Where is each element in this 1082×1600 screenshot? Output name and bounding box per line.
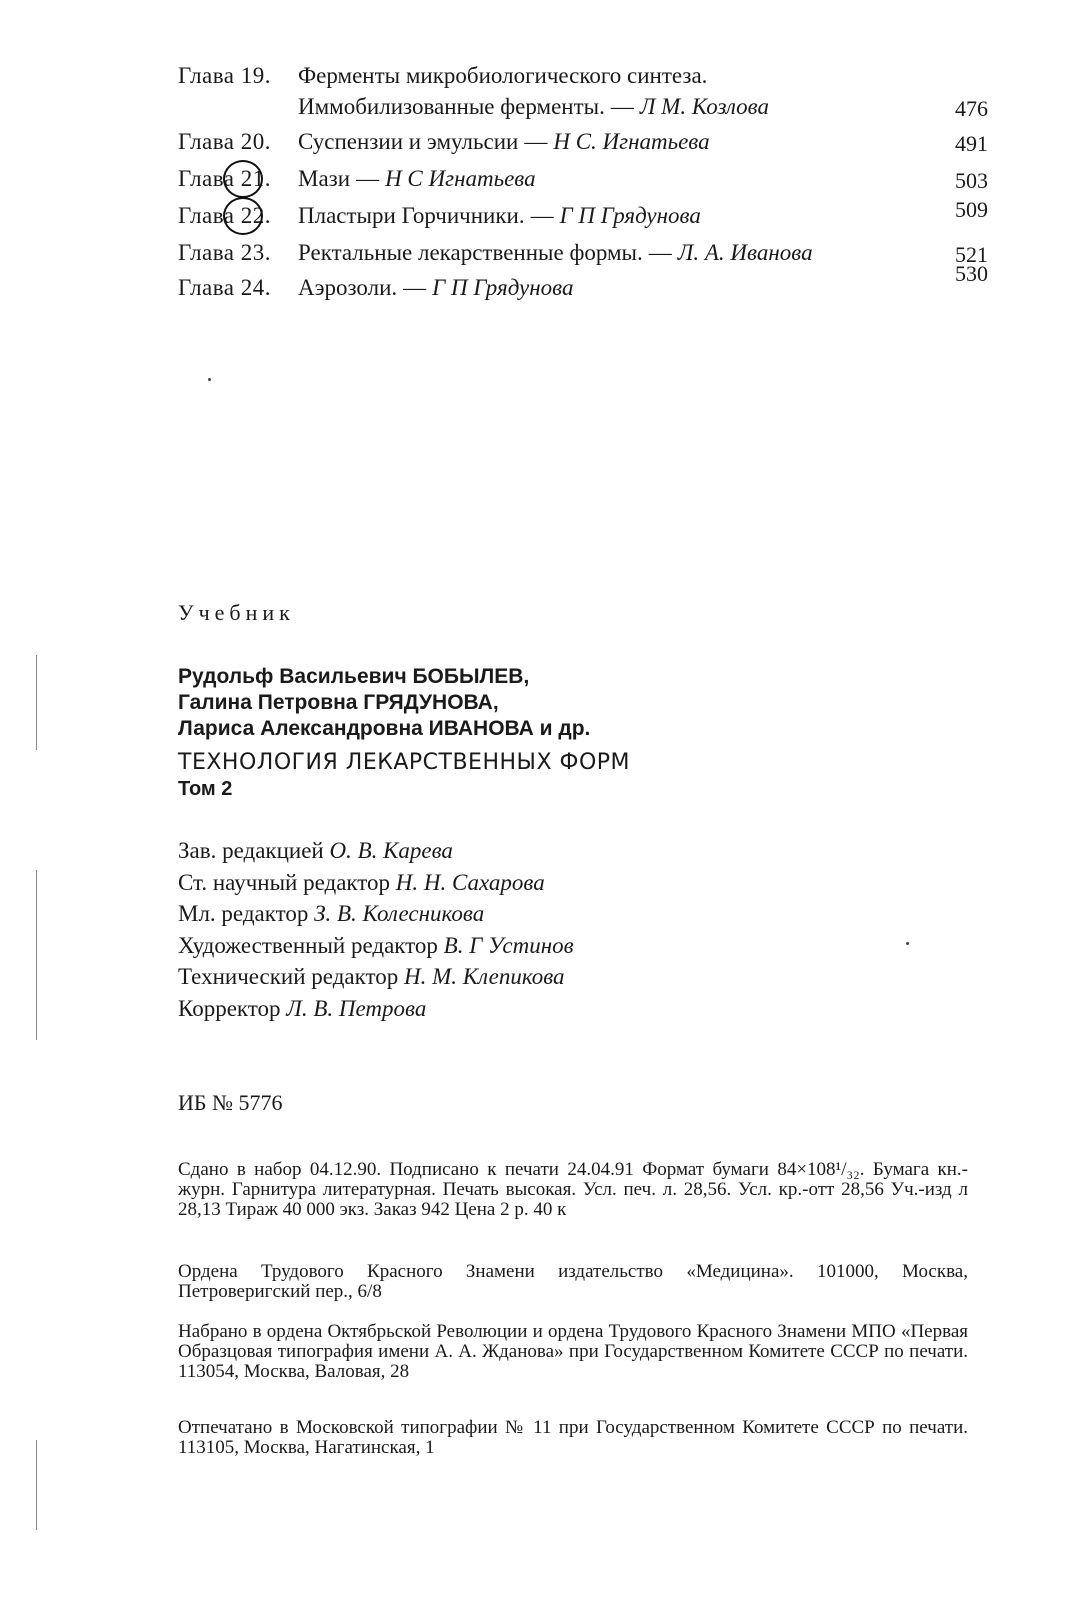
- toc-chapter-label: Глава 22.: [178, 203, 272, 228]
- publication-type: Учебник: [178, 600, 295, 625]
- toc-chapter-author: Г П Грядунова: [432, 275, 574, 300]
- toc-entry-19[interactable]: [178, 60, 998, 122]
- table-of-contents: [178, 60, 998, 309]
- staff-line: [178, 930, 574, 962]
- author-name: Лариса Александровна ИВАНОВА и др.: [178, 717, 591, 740]
- staff-line: [178, 898, 574, 930]
- toc-chapter-title: Ректальные лекарственные формы. — Л. А. Иванова: [298, 240, 813, 265]
- toc-chapter-label: Глава 23.: [178, 240, 272, 265]
- author-name: Рудольф Васильевич БОБЫЛЕВ,: [178, 665, 530, 688]
- toc-page-number: 530: [955, 261, 988, 286]
- staff-line: [178, 961, 574, 993]
- staff-name: Н. М. Клепикова: [403, 964, 565, 989]
- toc-chapter-label: Глава 21.: [178, 166, 272, 191]
- toc-page-number: 509: [955, 197, 988, 222]
- toc-chapter-title: Пластыри Горчичники. — Г П Грядунова: [298, 203, 701, 228]
- staff-role: Ст. научный редактор: [178, 869, 391, 895]
- toc-entry-21[interactable]: [178, 163, 998, 194]
- typesetter-info: Набрано в ордена Октябрьской Революции и ордена Трудового Красного Знамени МПО «Первая Образцовая типография имени А. А. Жданова» при Государственном Комитете СССР по печати. 113054, Москва, Валовая, 28: [178, 1321, 968, 1382]
- printer-info: Отпечатано в Московской типографии № 11 при Государственном Комитете СССР по печати. 113105, Москва, Нагатинская, 1: [178, 1417, 968, 1458]
- staff-name: О. В. Карева: [329, 838, 453, 863]
- toc-chapter-author: Г П Грядунова: [559, 203, 701, 228]
- scan-speck: [208, 378, 211, 381]
- book-title: ТЕХНОЛОГИЯ ЛЕКАРСТВЕННЫХ ФОРМ: [178, 750, 631, 775]
- toc-page-number: 491: [955, 131, 988, 156]
- staff-role: Мл. редактор: [178, 901, 309, 926]
- staff-name: В. Г Устинов: [443, 932, 574, 958]
- toc-page-number: 476: [955, 96, 988, 121]
- staff-line: [178, 835, 574, 867]
- toc-chapter-label: Глава 20.: [178, 129, 272, 154]
- editorial-staff: [178, 835, 574, 1024]
- toc-chapter-title: Мази — Н С Игнатьева: [298, 166, 536, 191]
- staff-line: [178, 993, 574, 1025]
- publisher-info: Ордена Трудового Красного Знамени издательство «Медицина». 101000, Москва, Петроверигский пер., 6/8: [178, 1261, 968, 1302]
- toc-chapter-label: Глава 24.: [178, 275, 272, 300]
- staff-name: З. В. Колесникова: [314, 901, 485, 926]
- scan-margin-line: [36, 870, 37, 1040]
- handwritten-circle-mark: [223, 160, 263, 198]
- toc-page-number: 503: [955, 168, 988, 193]
- book-volume: Том 2: [178, 778, 233, 800]
- toc-chapter-title: Суспензии и эмульсии — Н С. Игнатьева: [298, 129, 710, 154]
- toc-chapter-author: Л. А. Иванова: [677, 240, 813, 265]
- staff-role: Художественный редактор: [178, 932, 438, 958]
- toc-entry-22[interactable]: [178, 197, 998, 231]
- print-details: Сдано в набор 04.12.90. Подписано к печати 24.04.91 Формат бумаги 84×108¹/₃₂. Бумага кн.-журн. Гарнитура литературная. Печать высокая. Усл. печ. л. 28,56. Усл. кр.-отт 28,56 Уч.-изд л 28,13 Тираж 40 000 экз. Заказ 942 Цена 2 р. 40 к: [178, 1159, 968, 1220]
- toc-chapter-author: Н С. Игнатьева: [553, 129, 710, 154]
- toc-chapter-title: Аэрозоли. — Г П Грядунова: [298, 275, 574, 300]
- ib-number: ИБ № 5776: [178, 1090, 283, 1115]
- staff-line: [178, 867, 574, 899]
- toc-chapter-author: Н С Игнатьева: [385, 166, 536, 191]
- staff-role: Зав. редакцией: [178, 838, 324, 863]
- scan-margin-line: [36, 1440, 37, 1530]
- toc-chapter-label: Глава 19.: [178, 63, 272, 88]
- staff-name: Л. В. Петрова: [286, 995, 427, 1021]
- author-name: Галина Петровна ГРЯДУНОВА,: [178, 691, 499, 714]
- toc-entry-24[interactable]: [178, 261, 998, 303]
- toc-chapter-author: Л М. Козлова: [639, 94, 769, 119]
- toc-entry-20[interactable]: [178, 126, 998, 157]
- toc-entry-23[interactable]: [178, 237, 998, 268]
- staff-role: Технический редактор: [178, 964, 399, 989]
- scan-margin-line: [36, 655, 37, 750]
- toc-chapter-title: Ферменты микробиологического синтеза. Иммобилизованные ферменты. — Л М. Козлова: [298, 63, 769, 119]
- scan-speck: [906, 942, 909, 945]
- handwritten-circle-mark: [223, 197, 263, 235]
- author-list: [178, 664, 590, 742]
- staff-role: Корректор: [178, 995, 281, 1021]
- toc-page-number: 521: [955, 242, 988, 267]
- staff-name: Н. Н. Сахарова: [395, 869, 545, 895]
